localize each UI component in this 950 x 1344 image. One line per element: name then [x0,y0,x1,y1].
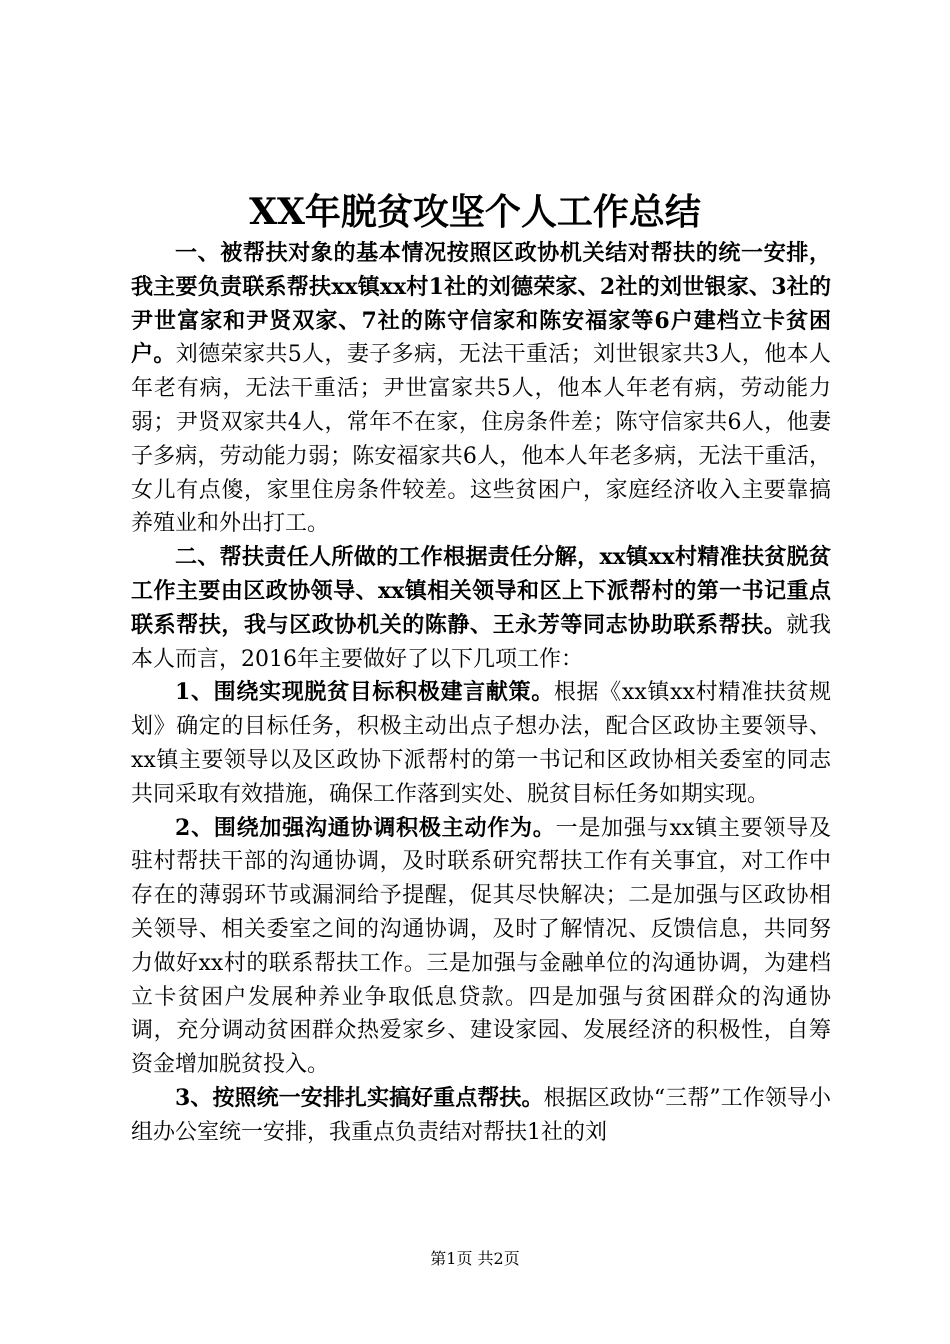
paragraph-3 [131,676,831,811]
document-body [131,237,831,1150]
paragraph-1-lead: 一、被帮扶对象的基本情况按照区政协机关结对帮扶的统一安排，我主要负责联系帮扶xx镇xx村1社的刘德荣家、2社的刘世银家、3社的尹世富家和尹贤双家、7社的陈守信家和陈安福家等6户建档立卡贫困户。 [131,240,831,368]
paragraph-4-lead: 2、围绕加强沟通协调积极主动作为。 [175,814,556,841]
paragraph-1-text: 刘德荣家共5人，妻子多病，无法干重活；刘世银家共3人，他本人年老有病，无法干重活；尹世富家共5人，他本人年老有病，劳动能力弱；尹贤双家共4人，常年不在家，住房条件差；陈守信家共6人，他妻子多病，劳动能力弱；陈安福家共6人，他本人年老多病，无法干重活，女儿有点傻，家里住房条件较差。这些贫困户，家庭经济收入主要靠搞养殖业和外出打工。 [131,342,831,537]
paragraph-4-text: 一是加强与xx镇主要领导及驻村帮扶干部的沟通协调，及时联系研究帮扶工作有关事宜，对工作中存在的薄弱环节或漏洞给予提醒，促其尽快解决；二是加强与区政协相关领导、相关委室之间的沟通协调，及时了解情况、反馈信息，共同努力做好xx村的联系帮扶工作。三是加强与金融单位的沟通协调，为建档立卡贫困户发展种养业争取低息贷款。四是加强与贫困群众的沟通协调，充分调动贫困群众热爱家乡、建设家园、发展经济的积极性，自筹资金增加脱贫投入。 [131,815,831,1078]
paragraph-3-lead: 1、围绕实现脱贫目标积极建言献策。 [175,679,554,706]
document-title: XX年脱贫攻坚个人工作总结 [249,191,701,233]
paragraph-2-lead: 二、帮扶责任人所做的工作根据责任分解，xx镇xx村精准扶贫脱贫工作主要由区政协领导、xx镇相关领导和区上下派帮村的第一书记重点联系帮扶，我与区政协机关的陈静、王永芳等同志协助联系帮扶。 [131,544,831,638]
paragraph-5 [131,1082,831,1150]
paragraph-4 [131,812,831,1082]
page-footer: 第1页 共2页 [430,1249,520,1268]
paragraph-2 [131,541,831,676]
paragraph-2-text: 就我本人而言，2016年主要做好了以下几项工作： [131,612,831,672]
paragraph-5-text: 根据区政协“三帮”工作领导小组办公室统一安排，我重点负责结对帮扶1社的刘 [131,1085,832,1145]
paragraph-3-text: 根据《xx镇xx村精准扶贫规划》确定的目标任务，积极主动出点子想办法，配合区政协主要领导、xx镇主要领导以及区政协下派帮村的第一书记和区政协相关委室的同志共同采取有效措施，确保工作落到实处、脱贫目标任务如期实现。 [131,680,831,807]
paragraph-5-lead: 3、按照统一安排扎实搞好重点帮扶。 [175,1084,544,1111]
paragraph-1 [131,237,831,541]
